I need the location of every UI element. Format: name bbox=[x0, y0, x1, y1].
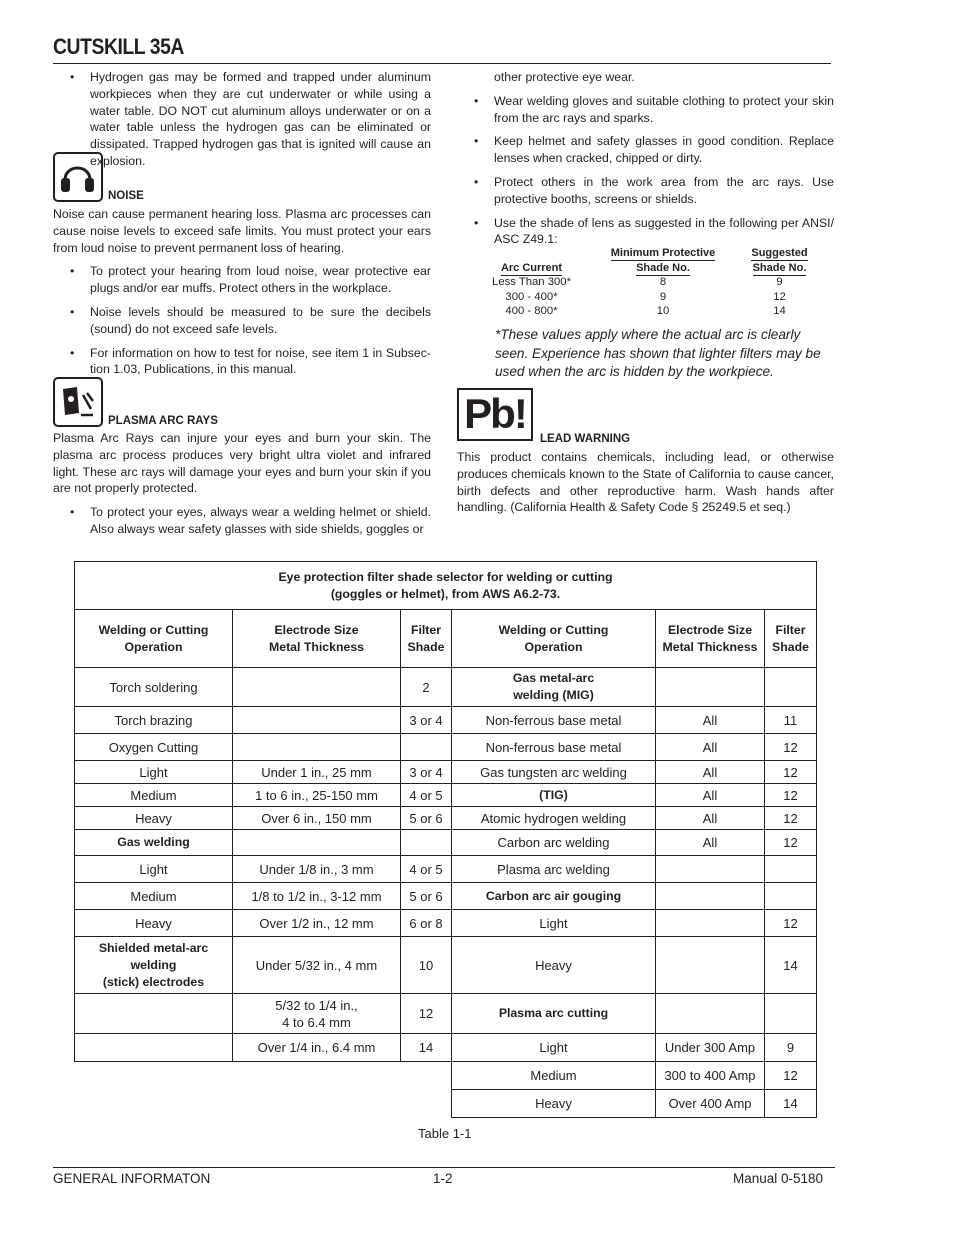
shade-cell: 2 bbox=[401, 668, 452, 707]
noise-section bbox=[53, 206, 431, 378]
shade-cell: 3 or 4 bbox=[401, 761, 452, 784]
lead-body: This product contains chemicals, including lead, or otherwise produces chemicals known to the State of California to cause cancer, birth defects and other reproductive harm. Wash hands after handling. (California Health & Safety Code § 25249.5 et seq.) bbox=[457, 450, 834, 515]
arc-rays-body: Plasma Arc Rays can injure your eyes and burn your skin. The plasma arc process produces very bright ultra violet and infrared light. These arc rays will damage your eyes and burn your skin if you are not properly protected. bbox=[53, 431, 431, 496]
eyewear-continuation: other protective eye wear. bbox=[494, 70, 635, 84]
lead-heading: LEAD WARNING bbox=[540, 433, 631, 445]
shade-cell: 10 bbox=[401, 937, 452, 994]
filter-header-operation: Welding or Cutting Operation bbox=[75, 610, 233, 668]
shade-cell: 3 or 4 bbox=[401, 707, 452, 734]
operation-cell: Medium bbox=[452, 1062, 656, 1090]
operation-cell: Gas tungsten arc welding bbox=[452, 761, 656, 784]
footer-manual-number: Manual 0-5180 bbox=[733, 1171, 824, 1186]
shade-row bbox=[480, 275, 816, 290]
shade-row bbox=[480, 304, 816, 319]
shade-cell: 14 bbox=[765, 1090, 817, 1118]
size-cell bbox=[233, 830, 401, 856]
table-row bbox=[75, 910, 817, 937]
shade-cell: Less Than 300* bbox=[492, 276, 571, 288]
size-cell bbox=[233, 734, 401, 761]
empty-cell bbox=[75, 1062, 452, 1090]
table-row bbox=[75, 668, 817, 707]
operation-cell: Light bbox=[452, 1034, 656, 1062]
size-cell: 1 to 6 in., 25-150 mm bbox=[233, 784, 401, 807]
size-cell bbox=[656, 883, 765, 910]
lead-warning-icon: Pb! bbox=[457, 388, 533, 441]
table-row bbox=[75, 994, 817, 1034]
shade-cell: 4 or 5 bbox=[401, 784, 452, 807]
noise-body: Noise can cause permanent hearing loss. Plasma arc processes can cause noise levels to exceed safe limits. You must protect your ears from loud noise to prevent permanent loss of hearing. bbox=[53, 207, 431, 255]
operation-cell: Light bbox=[452, 910, 656, 937]
table-row bbox=[75, 761, 817, 784]
shade-cell: 9 bbox=[776, 276, 783, 288]
size-cell: 1/8 to 1/2 in., 3-12 mm bbox=[233, 883, 401, 910]
shade-cell bbox=[765, 883, 817, 910]
shade-cell: 9 bbox=[765, 1034, 817, 1062]
shade-cell: 12 bbox=[765, 761, 817, 784]
table-row bbox=[75, 1090, 817, 1118]
shade-cell: 12 bbox=[765, 1062, 817, 1090]
shade-cell bbox=[765, 668, 817, 707]
footer-rule bbox=[53, 1167, 835, 1168]
noise-bullet-3: • For information on how to test for noise, see item 1 in Subsec-tion 1.03, Publications, in this manual. bbox=[53, 345, 431, 379]
filter-header-shade: Filter Shade bbox=[765, 610, 817, 668]
operation-cell: Plasma arc cutting bbox=[452, 994, 656, 1034]
shade-cell: 12 bbox=[765, 807, 817, 830]
lens-shade-bullet: • Use the shade of lens as suggested in the following per ANSI/ ASC Z49.1: bbox=[457, 215, 834, 249]
shade-header-arc-current: Arc Current bbox=[500, 261, 563, 274]
protect-others-bullet: • Protect others in the work area from the arc rays. Use protective booths, screens or shields. bbox=[457, 174, 834, 208]
size-cell: Over 1/2 in., 12 mm bbox=[233, 910, 401, 937]
shade-cell: 14 bbox=[401, 1034, 452, 1062]
shade-cell: 4 or 5 bbox=[401, 856, 452, 883]
operation-cell: Carbon arc air gouging bbox=[452, 883, 656, 910]
size-cell: All bbox=[656, 734, 765, 761]
shade-cell: 12 bbox=[401, 994, 452, 1034]
operation-cell: Gas metal-arc welding (MIG) bbox=[452, 668, 656, 707]
shade-header-min-shade: Minimum Protective Shade No. bbox=[610, 247, 716, 274]
operation-cell: Light bbox=[75, 856, 233, 883]
shade-cell: 12 bbox=[765, 734, 817, 761]
shade-cell: 5 or 6 bbox=[401, 883, 452, 910]
size-cell: Under 1/8 in., 3 mm bbox=[233, 856, 401, 883]
size-cell: All bbox=[656, 761, 765, 784]
operation-cell: Heavy bbox=[75, 807, 233, 830]
ear-muffs-icon bbox=[53, 152, 103, 202]
size-cell: All bbox=[656, 830, 765, 856]
shade-cell: 10 bbox=[656, 305, 670, 317]
shade-row bbox=[480, 290, 816, 305]
size-cell: All bbox=[656, 807, 765, 830]
table-row bbox=[75, 734, 817, 761]
gloves-bullet: • Wear welding gloves and suitable clothing to protect your skin from the arc rays and sparks. bbox=[457, 93, 834, 127]
size-cell: Over 400 Amp bbox=[656, 1090, 765, 1118]
lens-shade-table bbox=[480, 246, 816, 319]
shade-cell: 5 or 6 bbox=[401, 807, 452, 830]
operation-cell bbox=[75, 1034, 233, 1062]
lead-section bbox=[457, 449, 834, 516]
shade-cell bbox=[765, 994, 817, 1034]
arc-rays-bullet: • To protect your eyes, always wear a welding helmet or shield. Also always wear safety glasses with side shields, goggles or bbox=[53, 504, 431, 538]
table-caption: Table 1-1 bbox=[418, 1126, 472, 1141]
size-cell bbox=[656, 910, 765, 937]
noise-heading: NOISE bbox=[108, 190, 144, 202]
shade-cell: 12 bbox=[773, 290, 786, 303]
empty-cell bbox=[75, 1090, 452, 1118]
filter-header-size: Electrode Size Metal Thickness bbox=[656, 610, 765, 668]
size-cell: Over 6 in., 150 mm bbox=[233, 807, 401, 830]
shade-cell: 12 bbox=[765, 830, 817, 856]
noise-bullet-2: • Noise levels should be measured to be sure the decibels (sound) do not exceed safe levels. bbox=[53, 304, 431, 338]
shade-cell: 11 bbox=[765, 707, 817, 734]
shade-cell bbox=[401, 734, 452, 761]
operation-cell bbox=[75, 994, 233, 1034]
helmet-care-bullet: • Keep helmet and safety glasses in good condition. Replace lenses when cracked, chipped or dirty. bbox=[457, 133, 834, 167]
shade-cell: 300 - 400* bbox=[505, 290, 558, 303]
operation-cell: Plasma arc welding bbox=[452, 856, 656, 883]
size-cell: All bbox=[656, 784, 765, 807]
filter-shade-table bbox=[74, 561, 817, 1118]
shade-footnote: *These values apply where the actual arc is clearly seen. Experience has shown that lighter filters may be used when the arc is hidden by the workpiece. bbox=[495, 327, 821, 379]
shade-cell bbox=[765, 856, 817, 883]
shade-cell: 8 bbox=[659, 276, 667, 288]
filter-header-operation: Welding or Cutting Operation bbox=[452, 610, 656, 668]
shade-cell bbox=[401, 830, 452, 856]
size-cell: 300 to 400 Amp bbox=[656, 1062, 765, 1090]
size-cell bbox=[656, 994, 765, 1034]
document-title: CUTSKILL 35A bbox=[53, 34, 184, 59]
filter-header-shade: Filter Shade bbox=[401, 610, 452, 668]
size-cell: 5/32 to 1/4 in., 4 to 6.4 mm bbox=[233, 994, 401, 1034]
shade-cell: 12 bbox=[765, 910, 817, 937]
size-cell: Over 1/4 in., 6.4 mm bbox=[233, 1034, 401, 1062]
arc-rays-heading: PLASMA ARC RAYS bbox=[108, 415, 218, 427]
table-row bbox=[75, 784, 817, 807]
filter-table-title: Eye protection filter shade selector for welding or cutting (goggles or helmet), from AWS A6.2-73. bbox=[75, 562, 817, 610]
shade-cell: 14 bbox=[765, 937, 817, 994]
shade-cell: 6 or 8 bbox=[401, 910, 452, 937]
operation-cell: Medium bbox=[75, 784, 233, 807]
operation-cell: Non-ferrous base metal bbox=[452, 734, 656, 761]
shade-header-suggested: Suggested Shade No. bbox=[751, 247, 808, 274]
table-row bbox=[75, 1062, 817, 1090]
size-cell bbox=[656, 668, 765, 707]
operation-cell: Carbon arc welding bbox=[452, 830, 656, 856]
operation-cell: Torch soldering bbox=[75, 668, 233, 707]
operation-cell: Light bbox=[75, 761, 233, 784]
size-cell: All bbox=[656, 707, 765, 734]
table-row bbox=[75, 830, 817, 856]
right-column bbox=[457, 69, 834, 248]
shade-cell: 400 - 800* bbox=[505, 305, 558, 317]
footer-section-name: GENERAL INFORMATON bbox=[53, 1171, 211, 1186]
header-rule bbox=[53, 63, 831, 64]
operation-cell: Gas welding bbox=[75, 830, 233, 856]
table-row bbox=[75, 807, 817, 830]
operation-cell: Heavy bbox=[452, 937, 656, 994]
table-row bbox=[75, 707, 817, 734]
operation-cell: Heavy bbox=[75, 910, 233, 937]
size-cell: Under 1 in., 25 mm bbox=[233, 761, 401, 784]
operation-cell: Torch brazing bbox=[75, 707, 233, 734]
shade-cell: 14 bbox=[773, 305, 786, 317]
size-cell bbox=[656, 856, 765, 883]
shade-cell: 12 bbox=[765, 784, 817, 807]
size-cell bbox=[233, 707, 401, 734]
hydrogen-bullet: • Hydrogen gas may be formed and trapped under aluminum workpieces when they are cut underwater or while using a water table. DO NOT cut aluminum alloys underwater or on a water table unless the hydrogen gas can be eliminated or dissipated. Trapped hydrogen gas that is ignited will cause an explosion. bbox=[53, 69, 431, 170]
operation-cell: Medium bbox=[75, 883, 233, 910]
arc-rays-section bbox=[53, 430, 431, 538]
operation-cell: Heavy bbox=[452, 1090, 656, 1118]
operation-cell: Atomic hydrogen welding bbox=[452, 807, 656, 830]
operation-cell: (TIG) bbox=[452, 784, 656, 807]
left-column bbox=[53, 69, 431, 170]
filter-header-size: Electrode Size Metal Thickness bbox=[233, 610, 401, 668]
table-row bbox=[75, 856, 817, 883]
welding-helmet-icon bbox=[53, 377, 103, 427]
noise-bullet-1: • To protect your hearing from loud noise, wear protective ear plugs and/or ear muffs. Protect others in the workplace. bbox=[53, 263, 431, 297]
operation-cell: Shielded metal-arc welding (stick) electrodes bbox=[75, 937, 233, 994]
operation-cell: Non-ferrous base metal bbox=[452, 707, 656, 734]
table-row bbox=[75, 1034, 817, 1062]
table-row bbox=[75, 937, 817, 994]
footer-page-number: 1-2 bbox=[433, 1171, 453, 1186]
size-cell bbox=[233, 668, 401, 707]
operation-cell: Oxygen Cutting bbox=[75, 734, 233, 761]
size-cell: Under 300 Amp bbox=[656, 1034, 765, 1062]
table-row bbox=[75, 883, 817, 910]
size-cell bbox=[656, 937, 765, 994]
shade-cell: 9 bbox=[659, 290, 667, 303]
size-cell: Under 5/32 in., 4 mm bbox=[233, 937, 401, 994]
